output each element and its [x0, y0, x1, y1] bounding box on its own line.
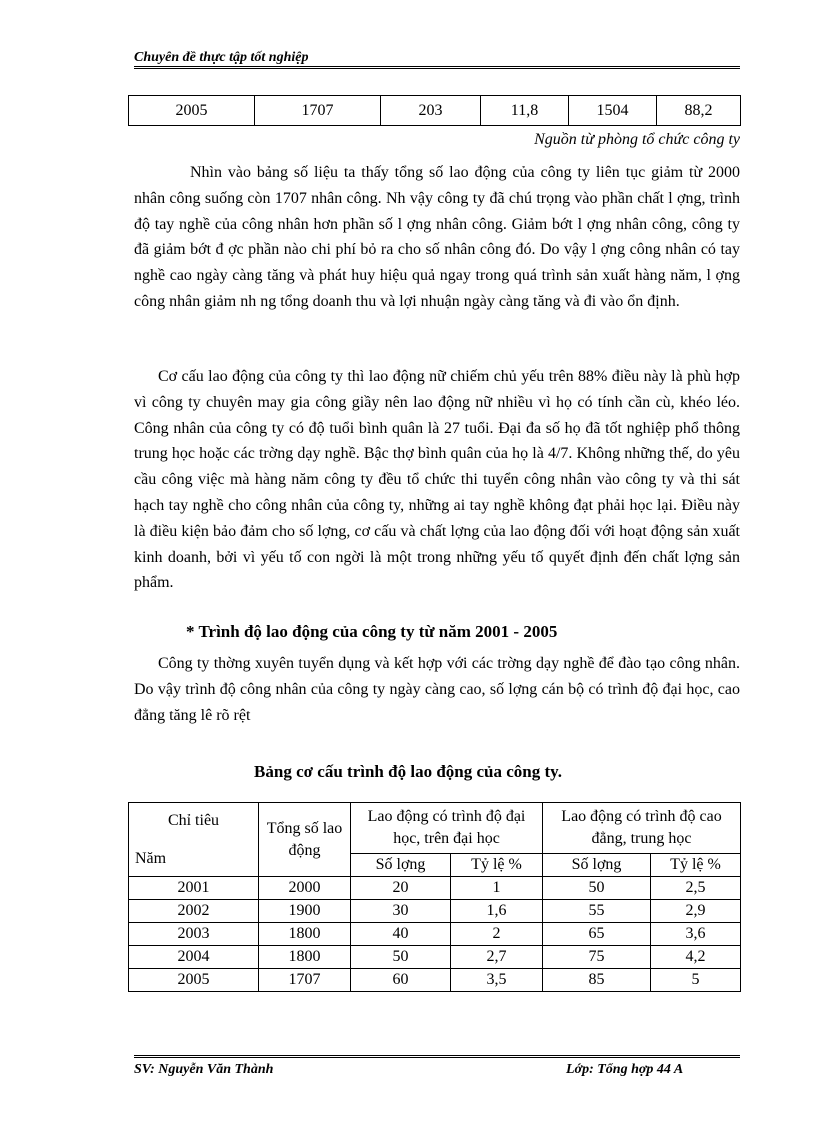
paragraph-3 — [134, 651, 740, 728]
cell-pct-1: 1,6 — [451, 900, 543, 923]
table-row — [129, 969, 741, 992]
cell-pct-2: 5 — [651, 969, 741, 992]
table-cell: 1504 — [569, 96, 657, 126]
table-cell: 11,8 — [481, 96, 569, 126]
table-header-row — [129, 803, 741, 854]
cell-pct-2: 2,5 — [651, 877, 741, 900]
header-pct-1: Tỷ lệ % — [451, 854, 543, 877]
table-row — [129, 877, 741, 900]
cell-qty-1: 20 — [351, 877, 451, 900]
cell-qty-2: 50 — [543, 877, 651, 900]
section-heading: * Trình độ lao động của công ty từ năm 2001 - 2005 — [186, 622, 558, 641]
cell-total: 2000 — [259, 877, 351, 900]
footer-student-name: SV: Nguyễn Văn Thành — [134, 1062, 274, 1077]
header-indicator-year — [129, 803, 259, 877]
header-qty-1: Số lợng — [351, 854, 451, 877]
header-indicator: Chỉ tiêu — [167, 811, 220, 829]
top-table — [128, 95, 741, 126]
header-pct-2: Tỷ lệ % — [651, 854, 741, 877]
cell-year: 2005 — [129, 969, 259, 992]
header-qty-2: Số lợng — [543, 854, 651, 877]
cell-qty-2: 85 — [543, 969, 651, 992]
table-row — [129, 946, 741, 969]
cell-year: 2001 — [129, 877, 259, 900]
cell-year: 2004 — [129, 946, 259, 969]
cell-total: 1707 — [259, 969, 351, 992]
cell-pct-1: 2,7 — [451, 946, 543, 969]
paragraph-2-text: Cơ cấu lao động của công ty thì lao động nữ chiếm chủ yếu trên 88% điều này là phù hợp vì công ty chuyên may gia công giầy nên lao động nữ nhiều vì họ có tính cần cù, khéo léo. Công nhân của công ty có độ tuổi bình quân là 27 tuổi. Đại đa số họ đã tốt nghiệp phổ thông trung học hoặc các trờng dạy nghề. Bậc thợ bình quân của họ là 4/7. Không những thế, do yêu cầu công việc mà hàng năm công ty đều tổ chức thi tuyển công nhân vào công ty và thi sát hạch tay nghề cho công nhân của công ty, những ai tay nghề không đạt phải học lại. Điều này là điều kiện bảo đảm cho số lợng, cơ cấu và chất lợng của lao động đối với hoạt động sản xuất kinh doanh, bởi vì yếu tố con ngời là một trong những yếu tố quyết định đến chất lợng sản phẩm. — [134, 368, 740, 592]
cell-qty-1: 40 — [351, 923, 451, 946]
table-row — [129, 900, 741, 923]
cell-year: 2002 — [129, 900, 259, 923]
header-group-college: Lao động có trình độ cao đẳng, trung học — [543, 803, 741, 854]
footer-rule — [134, 1055, 740, 1056]
footer-rule-secondary — [134, 1057, 740, 1058]
page-header-title: Chuyên đề thực tập tốt nghiệp — [134, 50, 309, 65]
table-cell: 203 — [381, 96, 481, 126]
table-row — [129, 96, 741, 126]
cell-pct-1: 3,5 — [451, 969, 543, 992]
cell-total: 1800 — [259, 946, 351, 969]
cell-qty-2: 75 — [543, 946, 651, 969]
source-note: Nguồn từ phòng tổ chức công ty — [534, 131, 740, 148]
paragraph-2 — [134, 364, 740, 596]
cell-qty-1: 50 — [351, 946, 451, 969]
table-cell: 2005 — [129, 96, 255, 126]
header-year: Năm — [135, 849, 167, 867]
cell-qty-1: 60 — [351, 969, 451, 992]
header-group-university: Lao động có trình độ đại học, trên đại học — [351, 803, 543, 854]
cell-total: 1800 — [259, 923, 351, 946]
cell-pct-2: 2,9 — [651, 900, 741, 923]
table-title: Bảng cơ cấu trình độ lao động của công ty. — [254, 762, 562, 781]
cell-qty-1: 30 — [351, 900, 451, 923]
table-cell: 88,2 — [657, 96, 741, 126]
header-total: Tổng số lao động — [259, 803, 351, 877]
paragraph-1-text: Nhìn vào bảng số liệu ta thấy tổng số lao động của công ty liên tục giảm từ 2000 nhân công suống còn 1707 nhân công. Nh vậy công ty đã chú trọng vào phần chất l ợng, trình độ tay nghề của công nhân hơn phần số l ợng nhân công. Giảm bớt l ợng nhân công, công ty đã giảm bớt đ ợc phần nào chi phí bỏ ra cho số nhân công đó. Do vậy l ợng công nhân có tay nghề cao ngày càng tăng và phát huy hiệu quả ngay trong quá trình sản xuất hàng năm, l ợng công nhân giảm nh ng tổng doanh thu và lợi nhuận ngày càng tăng và đi vào ổn định. — [134, 164, 740, 310]
cell-pct-1: 1 — [451, 877, 543, 900]
header-rule-secondary — [134, 68, 740, 69]
cell-qty-2: 55 — [543, 900, 651, 923]
cell-pct-1: 2 — [451, 923, 543, 946]
cell-pct-2: 4,2 — [651, 946, 741, 969]
labor-structure-table — [128, 802, 741, 992]
table-row — [129, 923, 741, 946]
cell-total: 1900 — [259, 900, 351, 923]
paragraph-1 — [134, 160, 740, 315]
cell-qty-2: 65 — [543, 923, 651, 946]
cell-pct-2: 3,6 — [651, 923, 741, 946]
header-rule — [134, 66, 740, 67]
table-cell: 1707 — [255, 96, 381, 126]
cell-year: 2003 — [129, 923, 259, 946]
paragraph-3-text: Công ty thờng xuyên tuyển dụng và kết hợp với các trờng dạy nghề để đào tạo công nhân. Do vậy trình độ công nhân của công ty ngày càng cao, số lợng cán bộ có trình độ đại học, cao đẳng tăng lê rõ rệt — [134, 655, 740, 724]
footer-class-name: Lớp: Tổng hợp 44 A — [566, 1062, 684, 1077]
